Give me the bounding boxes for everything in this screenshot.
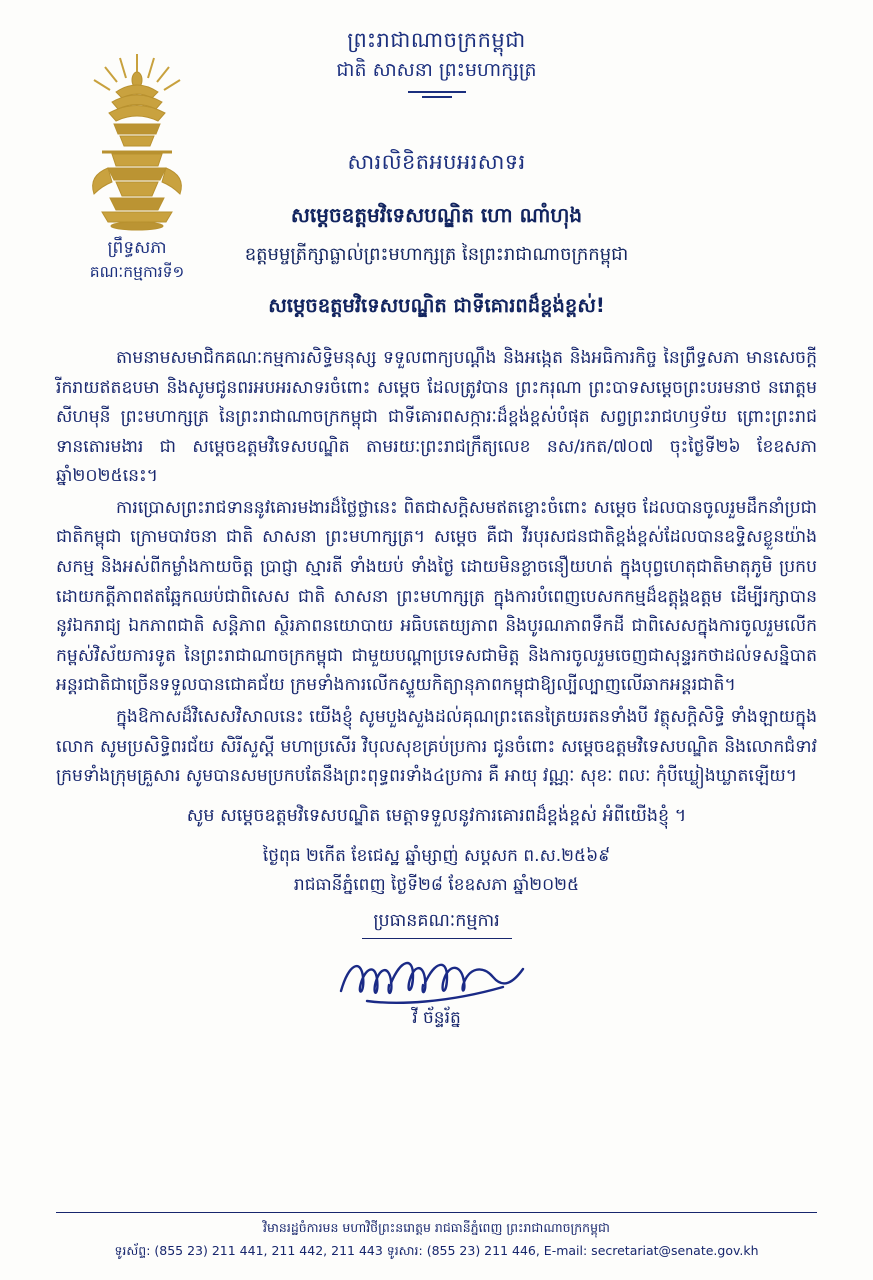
body-paragraph-1: តាមនាមសមាជិកគណៈកម្មការសិទ្ធិមនុស្ស ទទួលពាក្យបណ្ដឹង និងអង្កេត និងអធិការកិច្ច នៃព្រឹទ្ធសភា មានសេចក្ដីរីករាយឥតឧបមា និងសូមជូនពរអបអរសាទរចំពោះ សម្តេច ដែលត្រូវបាន ព្រះករុណា ព្រះបាទសម្ដេចព្រះបរមនាថ នរោត្តម សីហមុនី ព្រះមហាក្សត្រ នៃព្រះរាជាណាចក្រកម្ពុជា ជាទីគោរពសក្ការៈដ៏ខ្ពង់ខ្ពស់បំផុត សព្វព្រះរាជហឫទ័យ ព្រោះព្រះរាជទានតោរមងារ ជា សម្តេចឧត្តមវិទេសបណ្ឌិត តាមរយៈព្រះរាជក្រឹត្យលេខ នស/រកត/៧០៧ ចុះថ្ងៃទី២៦ ខែឧសភា ឆ្នាំ២០២៥នេះ។ [56,347,817,487]
gregorian-date: រាជធានីភ្នំពេញ ថ្ងៃទី២៨ ខែឧសភា ឆ្នាំ២០២៥ [293,874,580,895]
kingdom-title: ព្រះរាជាណាចក្រកម្ពុជា [347,28,526,52]
addressee-name: សម្តេចឧត្តមវិទេសបណ្ឌិត ហោ ណាំហុង [290,202,583,227]
royal-emblem-icon [72,48,202,233]
signature-mark [56,939,817,1013]
footer-address: វិមានរដ្ឋចំការមន មហាវិថីព្រះនរោត្តម រាជធានីភ្នំពេញ ព្រះរាជាណាចក្រកម្ពុជា [263,1220,610,1235]
national-motto: ជាតិ សាសនា ព្រះមហាក្សត្រ [336,59,537,82]
committee-name: គណៈកម្មការទី១ [89,262,185,281]
closing-line: សូម សម្តេចឧត្តមវិទេសបណ្ឌិត មេត្តាទទួលនូវការគោរពដ៏ខ្ពង់ខ្ពស់ អំពីយើងខ្ញុំ ។ [186,805,687,826]
buddhist-date: ថ្ងៃពុធ ២កើត ខែជេស្ឋ ឆ្នាំម្សាញ់ សប្តសក ព.ស.២៥៦៩ [262,845,611,866]
salutation: សម្តេចឧត្តមវិទេសបណ្ឌិត ជាទីគោរពដ៏ខ្ពង់ខ្ពស់! [268,293,605,317]
footer-contact: ទូរស័ព្ទ: (855 23) 211 441, 211 442, 211 443 ទូរសារ: (855 23) 211 446, E-mail: secretariat@senate.gov.kh [114,1243,759,1258]
document-title: សារលិខិតអបអរសាទរ [347,149,526,174]
header-divider [408,91,466,93]
document-footer [56,1212,817,1262]
signatory-title: ប្រធានគណៈកម្មការ [56,909,817,939]
document-body [56,344,817,792]
date-block [56,842,817,900]
senate-name: ព្រឹទ្ធសភា [107,238,167,258]
addressee-role: ឧត្តមម្ចត្រីក្សាធ្លាល់ព្រះមហាក្សត្រ នៃព្រះរាជាណាចក្រកម្ពុជា [244,243,629,265]
footer-divider [56,1212,817,1213]
senate-committee-caption [42,236,232,283]
signer-name: វី ច័ន្ទរ័ត្ន [412,1008,461,1029]
body-paragraph-3: ក្នុងឱកាសដ៏វិសេសវិសាលនេះ យើងខ្ញុំ សូមបួងសួងដល់គុណព្រះតេនត្រៃយរតនទាំងបី វត្ថុសក្ដិសិទ្ធិ ទាំងឡាយក្នុងលោក សូមប្រសិទ្ធិពរជ័យ សិរីសួស្ដី មហាប្រសើរ វិបុលសុខគ្រប់ប្រការ ជូនចំពោះ សម្តេចឧត្តមវិទេសបណ្ឌិត និងលោកជំទាវ ក្រមទាំងក្រុមគ្រួសារ សូមបានសមប្រកបតែនឹងព្រះពុទ្ធពរទាំង៤ប្រការ គឺ អាយុ វណ្ណៈ សុខៈ ពលៈ កុំបីឃ្លៀងឃ្លាតឡើយ។ [56,706,817,787]
body-paragraph-2: ការប្រោសព្រះរាជទាននូវគោរមងារដ៏ថ្លៃថ្លានេះ ពិតជាសក្ដិសមឥតខ្ចោះចំពោះ សម្តេច ដែលបានចូលរួមដឹកនាំប្រជាជាតិកម្ពុជា ក្រោមបាវចនា ជាតិ សាសនា ព្រះមហាក្សត្រ។ សម្តេច គឺជា វីរបុរសជនជាតិខ្ពង់ខ្ពស់ដែលបានឧទ្ទិសខ្លួនយ៉ាងសកម្ម និងអស់ពីកម្លាំងកាយចិត្ត ប្រាជ្ញា ស្មារតី ទាំងយប់ ទាំងថ្ងៃ ដោយមិនខ្លាចនឿយហត់ ក្នុងបុព្វហេតុជាតិមាតុភូមិ ប្រកបដោយកត្តីភាពឥតឆ្អែកឈប់ជាពិសេស ជាតិ សាសនា ព្រះមហាក្សត្រ ក្នុងការបំពេញបេសកកម្មដ៏ឧត្តុង្គឧត្តម ដើម្បីរក្សាបាននូវឯករាជ្យ ឯកភាពជាតិ សន្តិភាព ស្ថិរភាពនយោបាយ អធិបតេយ្យភាព និងបូរណភាពទឹកដី ជាពិសេសក្នុងការចូលរួមលើកកម្ពស់វិស័យការទូត នៃព្រះរាជាណាចក្រកម្ពុជា ជាមួយបណ្ដាប្រទេសជាមិត្ត និងការចូលរួមចេញជាសុន្ទរកថាដល់ទសន្និបាតអន្តរជាតិជាច្រើនទទួលបានជោគជ័យ ក្រមទាំងការលើកស្ទួយកិត្យានុភាពកម្ពុជាឱ្យល្បីល្បាញលើឆាកអន្តរជាតិ។ [56,497,817,696]
